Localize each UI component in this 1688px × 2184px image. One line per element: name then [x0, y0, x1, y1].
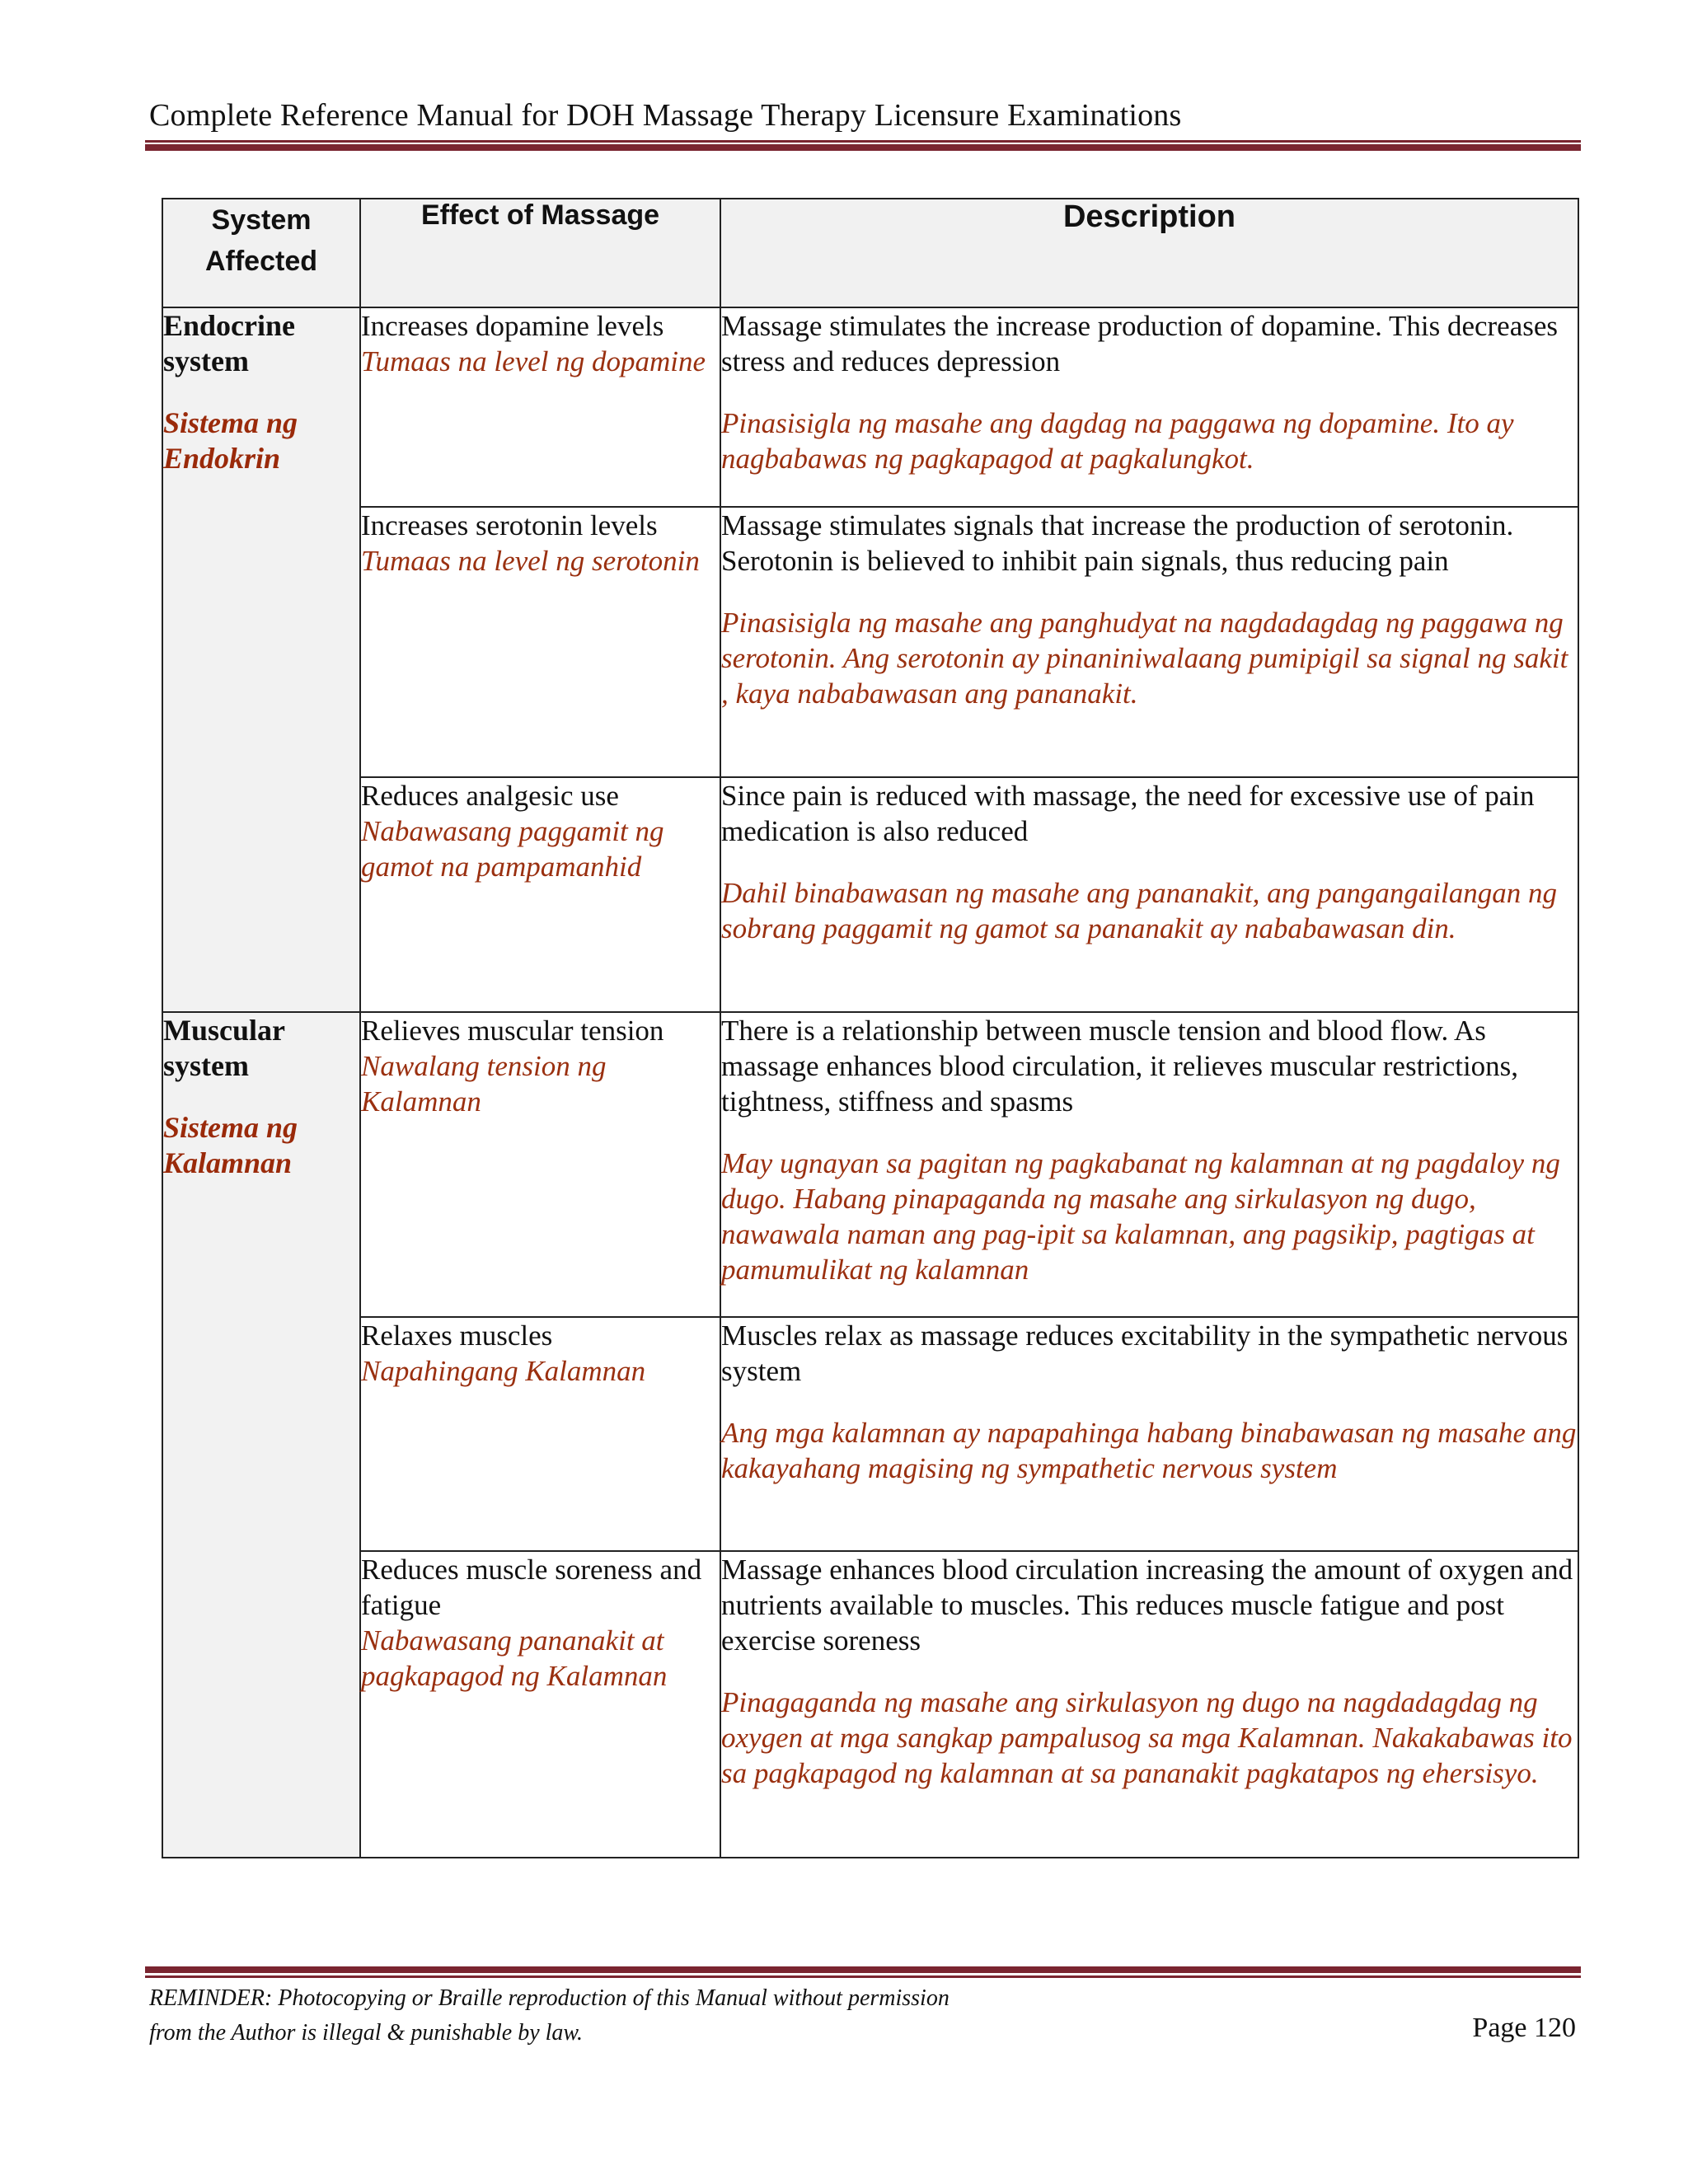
- system-name: Muscular system: [163, 1014, 285, 1082]
- effect-text: Relaxes muscles: [361, 1319, 553, 1352]
- footer-rule-thick: [145, 1966, 1581, 1973]
- description-text: Since pain is reduced with massage, the need for excessive use of pain medication is also reduced: [721, 780, 1535, 847]
- description-text: Muscles relax as massage reduces excitability in the sympathetic nervous system: [721, 1319, 1568, 1387]
- massage-effects-table: [162, 198, 1579, 1858]
- footer-reminder-line1: REMINDER: Photocopying or Braille reproduction of this Manual without permission: [149, 1985, 950, 2011]
- description-text-tagalog: May ugnayan sa pagitan ng pagkabanat ng kalamnan at ng pagdaloy ng dugo. Habang pinapaganda ng masahe ang sirkulasyon ng dugo, nawawala naman ang pag-ipit sa kalamnan, ang pagsikip, pagtigas at pamumulikat ng kalamnan: [721, 1147, 1560, 1286]
- table-row: [162, 507, 1578, 777]
- effect-text: Reduces analgesic use: [361, 780, 619, 812]
- header-rule-thin: [145, 140, 1581, 143]
- header-system-line1: System: [211, 204, 312, 236]
- effect-text: Reduces muscle soreness and fatigue: [361, 1554, 702, 1621]
- effect-cell: [360, 1012, 720, 1317]
- effect-cell: [360, 307, 720, 507]
- header-effect-of-massage: Effect of Massage: [360, 199, 720, 307]
- header-rule-thick: [145, 144, 1581, 151]
- system-cell-muscular: [162, 1012, 360, 1858]
- table-row: [162, 1551, 1578, 1858]
- effect-text-tagalog: Napahingang Kalamnan: [361, 1355, 646, 1387]
- description-text-tagalog: Pinagaganda ng masahe ang sirkulasyon ng dugo na nagdadagdag ng oxygen at mga sangkap pampalusog sa mga Kalamnan. Nakakabawas ito sa pagkapagod ng kalamnan at sa pananakit pagkatapos ng ehersisyo.: [721, 1686, 1573, 1789]
- effect-text: Relieves muscular tension: [361, 1015, 664, 1047]
- description-cell: [720, 1551, 1578, 1858]
- effect-text-tagalog: Nawalang tension ng Kalamnan: [361, 1050, 607, 1118]
- system-cell-endocrine: [162, 307, 360, 1012]
- effect-text: Increases dopamine levels: [361, 310, 664, 342]
- header-description: Description: [720, 199, 1578, 307]
- effect-cell: [360, 1551, 720, 1858]
- description-text-tagalog: Ang mga kalamnan ay napapahinga habang binabawasan ng masahe ang kakayahang magising ng sympathetic nervous system: [721, 1417, 1577, 1484]
- description-cell: [720, 1317, 1578, 1551]
- table-row: [162, 777, 1578, 1012]
- description-text-tagalog: Pinasisigla ng masahe ang dagdag na paggawa ng dopamine. Ito ay nagbabawas ng pagkapagod at pagkalungkot.: [721, 407, 1514, 475]
- header-system-affected: [162, 199, 360, 307]
- table-row: [162, 307, 1578, 507]
- footer-rule-thin: [145, 1975, 1581, 1978]
- effect-text-tagalog: Tumaas na level ng serotonin: [361, 545, 700, 577]
- description-cell: [720, 307, 1578, 507]
- system-name-tagalog: Sistema ng Endokrin: [163, 406, 298, 475]
- table-header-row: [162, 199, 1578, 307]
- description-text-tagalog: Dahil binabawasan ng masahe ang pananakit, ang pangangailangan ng sobrang paggamit ng gamot sa pananakit ay nababawasan din.: [721, 877, 1558, 944]
- description-text: Massage stimulates the increase production of dopamine. This decreases stress and reduces depression: [721, 310, 1559, 377]
- footer-reminder: [149, 1981, 950, 2050]
- header-system-line2: Affected: [204, 246, 318, 277]
- description-text-tagalog: Pinasisigla ng masahe ang panghudyat na nagdadagdag ng paggawa ng serotonin. Ang serotonin ay pinaniniwalaang pumipigil sa signal ng sakit , kaya nababawasan ang pananakit.: [721, 607, 1568, 710]
- page-number: Page 120: [1472, 2013, 1576, 2043]
- page-header-title: Complete Reference Manual for DOH Massage Therapy Licensure Examinations: [149, 98, 1182, 133]
- effect-cell: [360, 507, 720, 777]
- description-cell: [720, 777, 1578, 1012]
- system-name: Endocrine system: [163, 309, 296, 377]
- footer-reminder-line2: from the Author is illegal & punishable by law.: [149, 2020, 584, 2046]
- effect-text: Increases serotonin levels: [361, 509, 658, 541]
- description-text: There is a relationship between muscle tension and blood flow. As massage enhances blood circulation, it relieves muscular restrictions, tightness, stiffness and spasms: [721, 1015, 1519, 1118]
- effect-text-tagalog: Tumaas na level ng dopamine: [361, 345, 706, 377]
- table-row: [162, 1317, 1578, 1551]
- description-cell: [720, 507, 1578, 777]
- effect-cell: [360, 1317, 720, 1551]
- description-cell: [720, 1012, 1578, 1317]
- description-text: Massage enhances blood circulation increasing the amount of oxygen and nutrients available to muscles. This reduces muscle fatigue and post exercise soreness: [721, 1554, 1573, 1657]
- description-text: Massage stimulates signals that increase the production of serotonin. Serotonin is believed to inhibit pain signals, thus reducing pain: [721, 509, 1514, 577]
- table-row: [162, 1012, 1578, 1317]
- system-name-tagalog: Sistema ng Kalamnan: [163, 1111, 298, 1179]
- effect-text-tagalog: Nabawasang pananakit at pagkapagod ng Kalamnan: [361, 1624, 668, 1692]
- effect-cell: [360, 777, 720, 1012]
- effect-text-tagalog: Nabawasang paggamit ng gamot na pampamanhid: [361, 815, 664, 883]
